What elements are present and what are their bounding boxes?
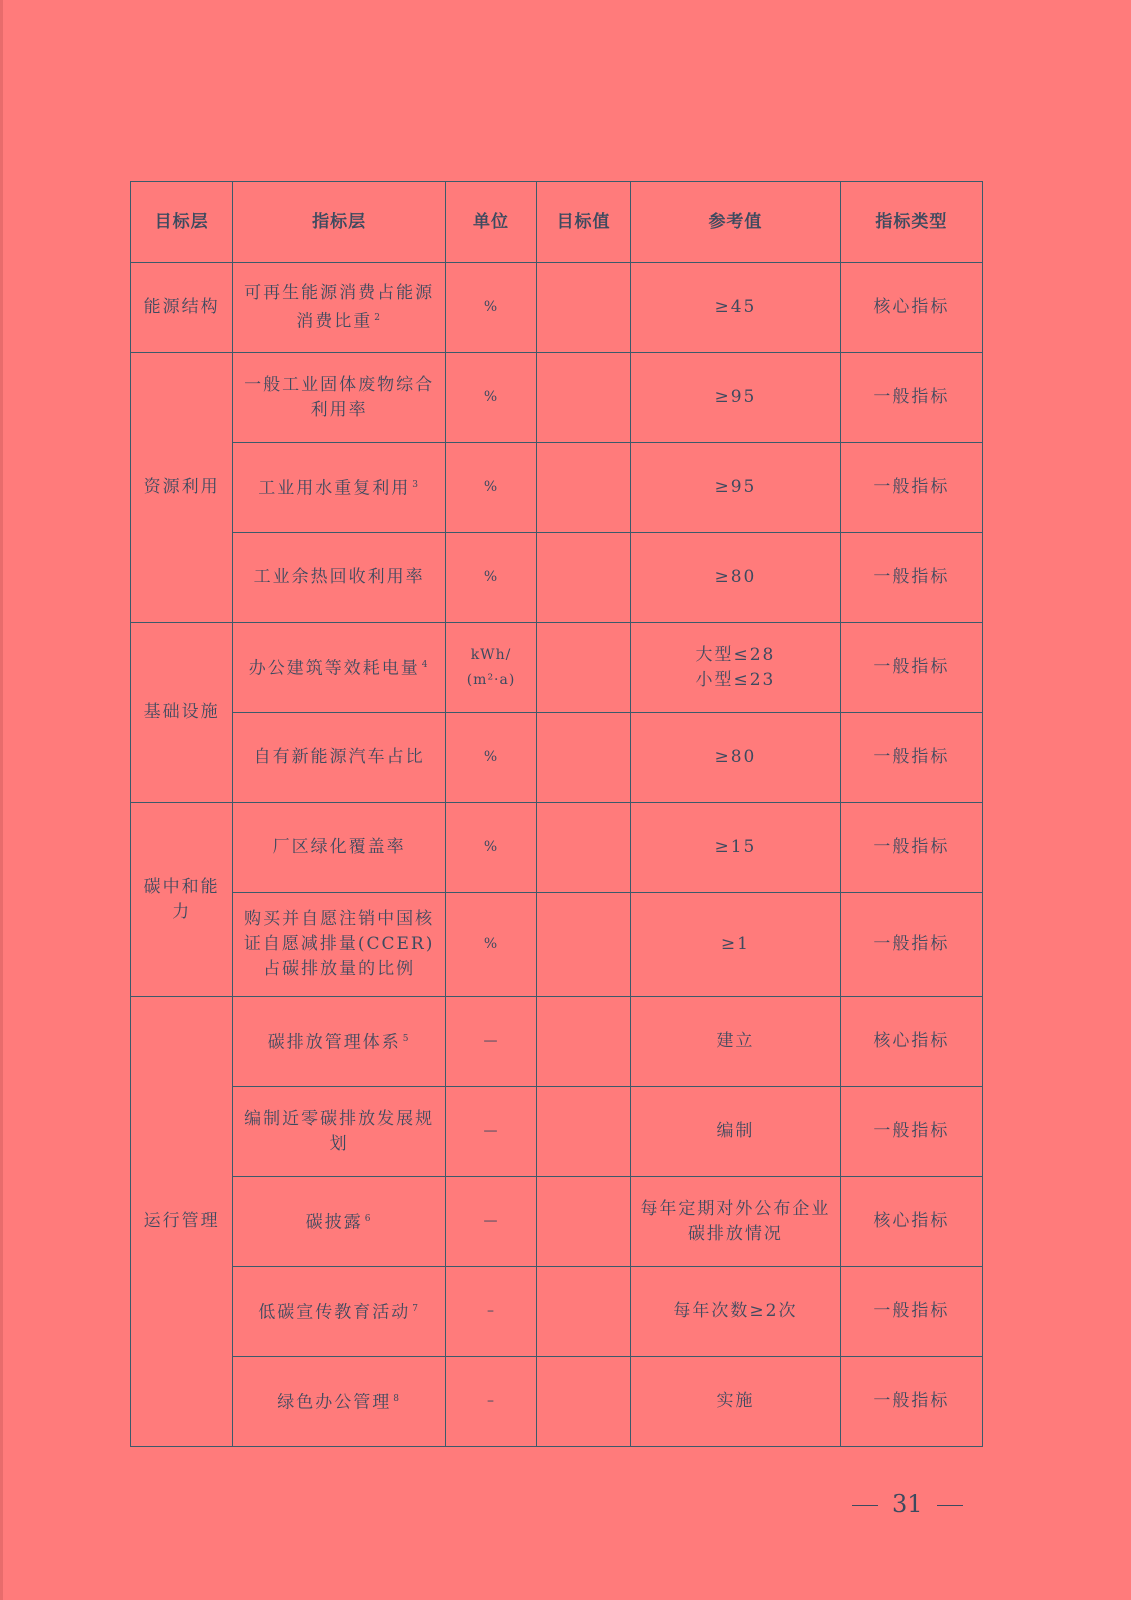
table-row	[131, 713, 983, 803]
group-carbon-neutral: 碳中和能力	[131, 803, 233, 997]
header-indicator-layer: 指标层	[233, 182, 446, 263]
type-cell: 一般指标	[840, 893, 982, 997]
table-row	[131, 997, 983, 1087]
footnote-ref: 4	[421, 660, 430, 671]
type-cell: 一般指标	[840, 803, 982, 893]
footnote-ref: 5	[402, 1034, 411, 1045]
target-cell	[537, 353, 631, 443]
group-operations: 运行管理	[131, 997, 233, 1447]
reference-cell: 实施	[631, 1357, 841, 1447]
reference-cell: ≥80	[631, 533, 841, 623]
footnote-ref: 2	[374, 312, 382, 323]
target-cell	[537, 1267, 631, 1357]
target-cell	[537, 713, 631, 803]
table-row	[131, 1087, 983, 1177]
indicator-cell: 厂区绿化覆盖率	[233, 803, 446, 893]
table-row	[131, 1267, 983, 1357]
type-cell: 一般指标	[840, 713, 982, 803]
indicator-table	[130, 181, 983, 1447]
page-number	[838, 1490, 977, 1518]
type-cell: 一般指标	[840, 1087, 982, 1177]
target-cell	[537, 533, 631, 623]
header-indicator-type: 指标类型	[840, 182, 982, 263]
indicator-cell: 办公建筑等效耗电量 $^4$	[233, 623, 446, 713]
header-unit: 单位	[446, 182, 537, 263]
target-cell	[537, 893, 631, 997]
reference-cell: ≥80	[631, 713, 841, 803]
page-number-dash-left	[852, 1505, 878, 1507]
type-cell: 一般指标	[840, 353, 982, 443]
table-row	[131, 443, 983, 533]
table-row	[131, 623, 983, 713]
type-cell: 一般指标	[840, 623, 982, 713]
target-cell	[537, 1087, 631, 1177]
indicator-cell: 购买并自愿注销中国核证自愿减排量(CCER)占碳排放量的比例	[233, 893, 446, 997]
header-target-value: 目标值	[537, 182, 631, 263]
target-cell	[537, 623, 631, 713]
indicator-cell: 工业余热回收利用率	[233, 533, 446, 623]
type-cell: 一般指标	[840, 1357, 982, 1447]
unit-cell: %	[446, 533, 537, 623]
target-cell	[537, 1177, 631, 1267]
indicator-cell: 可再生能源消费占能源消费比重 $^2$	[233, 263, 446, 353]
group-infrastructure: 基础设施	[131, 623, 233, 803]
indicator-cell: 编制近零碳排放发展规划	[233, 1087, 446, 1177]
unit-cell: %	[446, 263, 537, 353]
page-number-dash-right	[937, 1505, 963, 1507]
target-cell	[537, 443, 631, 533]
indicator-cell: 低碳宣传教育活动 $^7$	[233, 1267, 446, 1357]
indicator-cell: 碳披露 $^6$	[233, 1177, 446, 1267]
reference-cell: 建立	[631, 997, 841, 1087]
type-cell: 核心指标	[840, 997, 982, 1087]
type-cell: 核心指标	[840, 263, 982, 353]
type-cell: 一般指标	[840, 1267, 982, 1357]
target-cell	[537, 1357, 631, 1447]
page-number-text: 31	[892, 1490, 923, 1518]
footnote-ref: 3	[412, 480, 420, 491]
reference-cell: ≥15	[631, 803, 841, 893]
reference-cell: ≥95	[631, 443, 841, 533]
indicator-cell: 工业用水重复利用 $^3$	[233, 443, 446, 533]
table-row	[131, 1357, 983, 1447]
header-reference-value: 参考值	[631, 182, 841, 263]
indicator-cell: 一般工业固体废物综合利用率	[233, 353, 446, 443]
unit-cell: %	[446, 803, 537, 893]
table-row	[131, 263, 983, 353]
unit-cell: %	[446, 893, 537, 997]
unit-cell: %	[446, 353, 537, 443]
unit-cell: —	[446, 1177, 537, 1267]
type-cell: 一般指标	[840, 533, 982, 623]
unit-cell: %	[446, 713, 537, 803]
reference-cell: 大型≤28 小型≤23	[631, 623, 841, 713]
footnote-ref: 6	[364, 1214, 373, 1225]
type-cell: 一般指标	[840, 443, 982, 533]
type-cell: 核心指标	[840, 1177, 982, 1267]
unit-cell: %	[446, 443, 537, 533]
header-row	[131, 182, 983, 263]
reference-cell: 每年定期对外公布企业碳排放情况	[631, 1177, 841, 1267]
table-row	[131, 803, 983, 893]
table-row	[131, 1177, 983, 1267]
reference-cell: 编制	[631, 1087, 841, 1177]
unit-cell: —	[446, 997, 537, 1087]
header-goal-layer: 目标层	[131, 182, 233, 263]
indicator-cell: 自有新能源汽车占比	[233, 713, 446, 803]
unit-cell: kWh/ (m²·a)	[446, 623, 537, 713]
reference-cell: ≥1	[631, 893, 841, 997]
group-resource: 资源利用	[131, 353, 233, 623]
indicator-cell: 碳排放管理体系 $^5$	[233, 997, 446, 1087]
table-row	[131, 893, 983, 997]
group-energy: 能源结构	[131, 263, 233, 353]
footnote-ref: 8	[393, 1394, 401, 1405]
target-cell	[537, 803, 631, 893]
unit-cell: —	[446, 1087, 537, 1177]
table-row	[131, 533, 983, 623]
footnote-ref: 7	[412, 1304, 420, 1315]
page-edge	[0, 0, 3, 1600]
table-row	[131, 353, 983, 443]
reference-cell: ≥45	[631, 263, 841, 353]
unit-cell: –	[446, 1357, 537, 1447]
unit-cell: –	[446, 1267, 537, 1357]
target-cell	[537, 997, 631, 1087]
target-cell	[537, 263, 631, 353]
indicator-cell: 绿色办公管理 $^8$	[233, 1357, 446, 1447]
reference-cell: ≥95	[631, 353, 841, 443]
reference-cell: 每年次数≥2次	[631, 1267, 841, 1357]
